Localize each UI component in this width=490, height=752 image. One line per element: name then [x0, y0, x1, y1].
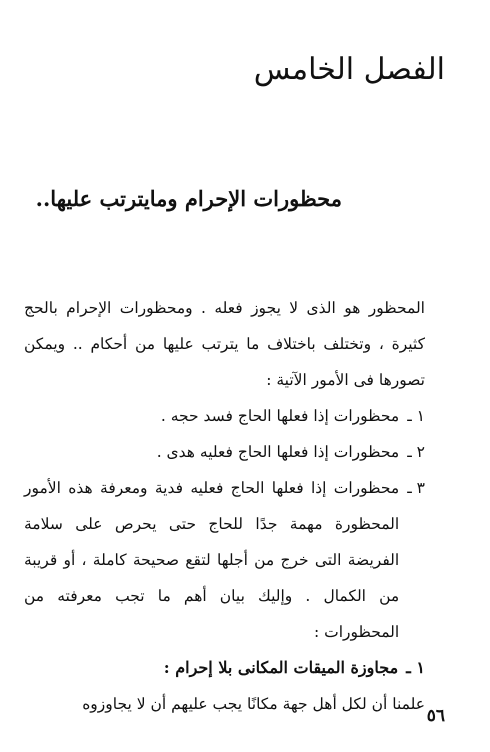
list-item-number: ١ ـ	[407, 407, 425, 425]
list-item-text: محظورات إذا فعلها الحاج فعليه هدى .	[156, 443, 400, 461]
list-item-text: محظورات إذا فعلها الحاج فعليه فدية ومعرفة هذه الأمور المحظورة مهمة جدًا للحاج حتى يحرص على سلامة الفريضة التى خرج من أجلها لتقع صحيحة كاملة ، أو قريبة من الكمال . وإليك بيان أهم ما تجب معرفته من المحظورات :	[24, 479, 400, 641]
list-item-3	[24, 470, 425, 650]
list-item-text: محظورات إذا فعلها الحاج فسد حجه .	[160, 407, 400, 425]
subheading-text: مجاوزة الميقات المكانى بلا إحرام :	[163, 658, 399, 677]
body-text	[24, 290, 425, 722]
list-item-number: ٢ ـ	[407, 443, 425, 461]
list-item-number: ٣ ـ	[407, 479, 425, 497]
list-item-2	[24, 434, 425, 470]
list-item-1	[24, 398, 425, 434]
intro-paragraph: المحظور هو الذى لا يجوز فعله . ومحظورات الإحرام بالحج كثيرة ، وتختلف باختلاف ما يترتب عليها من أحكام .. ويمكن تصورها فى الأمور الآتية :	[24, 299, 425, 389]
closing-line: علمنا أن لكل أهل جهة مكانًا يجب عليهم أن لا يجاوزوه	[82, 695, 425, 713]
chapter-title: الفصل الخامس	[253, 52, 445, 87]
page-number: ٥٦	[426, 706, 445, 726]
section-title: محظورات الإحرام ومايترتب عليها..	[35, 186, 342, 211]
subheading	[24, 650, 425, 686]
subheading-number: ١ ـ	[406, 658, 425, 677]
